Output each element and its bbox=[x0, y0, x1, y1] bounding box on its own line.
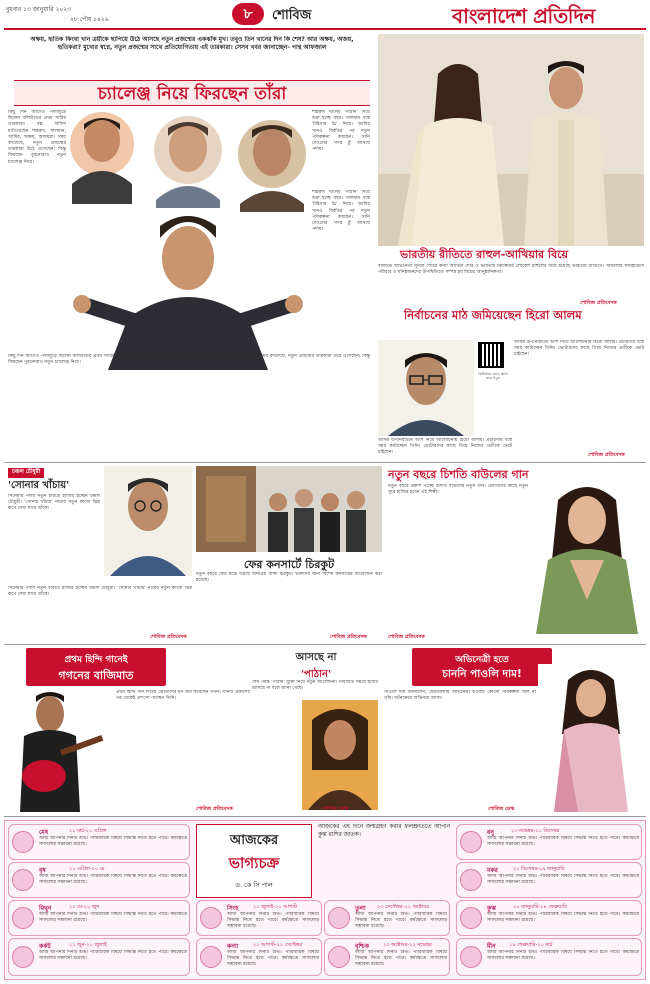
chirkut-headline: ফের কনসার্টে চিরকুট bbox=[243, 558, 335, 571]
chirkut-band-photo bbox=[196, 466, 382, 552]
gagan-byline: শোবিজ প্রতিবেদক bbox=[196, 806, 233, 812]
zodiac-aries bbox=[8, 824, 190, 860]
capricorn-icon bbox=[460, 869, 482, 891]
challenge-body-lower bbox=[8, 354, 370, 386]
leo-name: সিংহ bbox=[227, 905, 239, 912]
issue-date: বুধবার ১৩ জানুয়ারি ২০২৩ bbox=[6, 6, 72, 13]
wedding-photo bbox=[378, 34, 644, 246]
libra-dates: ২৩ সেপ্টেম্বর-২২ অক্টোবর bbox=[377, 904, 429, 910]
libra-text: আজ আপনার দিনটি শুভ। পারিবারিক বিষয়ে সিদ্ধান্ত নিতে হতে পারে। কর্মক্ষেত্রে সাফল্যের সম্ভাবনা রয়েছে। bbox=[355, 912, 447, 930]
horoscope-intro: আজকের এই দিনে জন্মগ্রহণ করার ফলশ্রুতিতে আপনি কুম্ভ রাশির জাতক। bbox=[318, 824, 450, 838]
challenge-headline: চ্যালেঞ্জ নিয়ে ফিরছেন তাঁরা bbox=[97, 84, 287, 104]
scorpio-icon bbox=[328, 946, 350, 968]
pisces-text: আজ আপনার দিনটি শুভ। পারিবারিক বিষয়ে সিদ্ধান্ত নিতে হতে পারে। কর্মক্ষেত্রে সাফল্যের সম্ভাবনা রয়েছে। bbox=[487, 950, 639, 962]
wedding-body: বলিউড অভিনেতা সুনীল শেঠির কন্যা আথিয়া শেঠি ও ভারতীয় ক্রিকেটার লোকেশ রাহুলের বিয়ে হয়েছে ভারতীয় রীতিতে। খান্ডালার ফার্মহাউসে পরিবার ও ঘনিষ্ঠজনদের উপস্থিতিতে সম্পন্ন হয় বিয়ের আনুষ্ঠানিকতা। bbox=[378, 264, 644, 276]
capricorn-text: আজ আপনার দিনটি শুভ। পারিবারিক বিষয়ে সিদ্ধান্ত নিতে হতে পারে। কর্মক্ষেত্রে সাফল্যের সম্ভাবনা রয়েছে। bbox=[487, 874, 639, 886]
paoli-byline: শোবিজ ডেস্ক bbox=[488, 806, 515, 812]
challenge-body-col2: শাহরুখ খানের 'পাঠান' দিয়ে শুরু হচ্ছে বছর। সালমান ব্যস্ত 'টাইগার থ্রি' নিয়ে। আমির খানও বিরতির পর নতুন পরিকল্পনা করছেন। সানি দেওলের 'গদর টু' আসছে পর্দায়। bbox=[312, 110, 370, 153]
paoli-dam-photo bbox=[538, 664, 644, 812]
horoscope-title-line1: আজকের bbox=[229, 833, 279, 848]
zodiac-scorpio bbox=[324, 938, 450, 976]
scorpio-text: আজ আপনার দিনটি শুভ। পারিবারিক বিষয়ে সিদ্ধান্ত নিতে হতে পারে। কর্মক্ষেত্রে সাফল্যের সম্ভাবনা রয়েছে। bbox=[355, 950, 447, 968]
newspaper-masthead: বাংলাদেশ প্রতিদিন bbox=[452, 4, 595, 28]
gagan-body: প্রথম হিন্দি গান দিয়েই শ্রোতাদের মন জয় করেছেন গগন। গানটি প্রকাশের পর থেকেই প্রশংসা পাচ্ছেন তিনি। bbox=[116, 690, 250, 702]
paoli-headline-line2: চাননি পাওলি দাম! bbox=[442, 668, 522, 680]
horoscope-title-line2: ভাগ্যচক্র bbox=[228, 854, 280, 872]
chanchal-body-lower-text: সিনেমার পর্দায় নতুন চরিত্রে হাজির হচ্ছেন চঞ্চল চৌধুরী। 'সোনার খাঁচায়' নামের নতুন কাজে ভিন্ন রূপে দেখা যাবে তাঁকে। bbox=[8, 586, 192, 598]
issue-bangla-date: ২৮ পৌষ ১৪২৯ bbox=[70, 16, 109, 23]
header-divider bbox=[4, 28, 646, 30]
capricorn-dates: ২১ ডিসেম্বর-১৯ জানুয়ারি bbox=[513, 866, 565, 872]
hero-headline-text: নির্বাচনের মাঠ জমিয়েছেন হিরো আলম bbox=[404, 308, 582, 322]
baul-body: নতুন বছরে প্রকাশ পাচ্ছে চিশতি বাউলের নতুন গান। শ্রোতাদের কাছে নতুন সুরে হাজির হবেন এই শিল্পী। bbox=[388, 484, 528, 496]
pisces-dates: ১৯ ফেব্রুয়ারি-২০ মার্চ bbox=[509, 942, 553, 948]
challenge-body-lower-text: কিছু দিন আগেও পর্দাজুড়ে ছিলেন বলিউডের প্রথম সারির তারকারা। বক্স অফিস মাতিয়েছেন শাহরুখ, সালমান, আমির, অক্ষয়, অজয়রা। সময় বদলেছে, নতুন প্রজন্মের তারকারা উঠে এসেছেন। কিন্তু ফিরছেন পুরনোরাও নতুন চ্যালেঞ্জ নিয়ে। bbox=[8, 354, 370, 366]
sagittarius-name: ধনু bbox=[487, 829, 494, 836]
aquarius-text: আজ আপনার দিনটি শুভ। পারিবারিক বিষয়ে সিদ্ধান্ত নিতে হতে পারে। কর্মক্ষেত্রে সাফল্যের সম্ভাবনা রয়েছে। bbox=[487, 912, 639, 924]
gemini-icon bbox=[12, 907, 34, 929]
chanchal-headline: 'সোনার খাঁচায়' bbox=[8, 480, 70, 491]
challenge-body-right-text: শাহরুখ খানের 'পাঠান' দিয়ে শুরু হচ্ছে বছর। সালমান ব্যস্ত 'টাইগার থ্রি' নিয়ে। আমির খানও বিরতির পর নতুন পরিকল্পনা করছেন। সানি দেওলের 'গদর টু' আসছে পর্দায়। bbox=[312, 190, 370, 233]
zodiac-sagittarius bbox=[456, 824, 642, 860]
gagan-headline-banner bbox=[26, 648, 166, 686]
hero-body: আসন্ন উপনির্বাচনে অংশ নিয়ে আলোচনায় হিরো আলম। প্রচারণায় ব্যস্ত সময় কাটাচ্ছেন তিনি। ভোটারদের কাছে গিয়ে নিজের প্রতীকে ভোট চাইছেন। bbox=[514, 340, 644, 358]
pathaan-byline: শোবিজ ডেস্ক bbox=[322, 806, 349, 812]
baul-headline: নতুন বছরে চিশতি বাউলের গান bbox=[388, 468, 529, 481]
pisces-name: মীন bbox=[487, 943, 496, 950]
baul-byline: শোবিজ প্রতিবেদক bbox=[388, 634, 425, 640]
wedding-byline: শোবিজ প্রতিবেদক bbox=[580, 300, 617, 306]
pathaan-headline-line2: 'পাঠান' bbox=[300, 669, 332, 680]
zodiac-capricorn bbox=[456, 862, 642, 898]
leo-text: আজ আপনার দিনটি শুভ। পারিবারিক বিষয়ে সিদ্ধান্ত নিতে হতে পারে। কর্মক্ষেত্রে সাফল্যের সম্ভাবনা রয়েছে। bbox=[227, 912, 319, 930]
section-divider-1 bbox=[4, 462, 646, 463]
taurus-dates: ২১ এপ্রিল-২০ মে bbox=[69, 866, 105, 872]
zodiac-libra bbox=[324, 900, 450, 936]
gagan-guitar-photo bbox=[4, 690, 114, 812]
scorpio-name: বৃশ্চিক bbox=[355, 943, 370, 950]
chanchal-byline: শোবিজ প্রতিবেদক bbox=[150, 634, 187, 640]
cancer-text: আজ আপনার দিনটি শুভ। পারিবারিক বিষয়ে সিদ্ধান্ত নিতে হতে পারে। কর্মক্ষেত্রে সাফল্যের সম্ভাবনা রয়েছে। bbox=[39, 950, 187, 962]
chirkut-byline: শোবিজ প্রতিবেদক bbox=[330, 634, 367, 640]
bollywood-stars-collage bbox=[68, 108, 308, 370]
hero-headline bbox=[404, 308, 642, 322]
section-title: শোবিজ bbox=[272, 8, 312, 23]
page-number-badge: ৮ bbox=[232, 3, 264, 25]
sagittarius-text: আজ আপনার দিনটি শুভ। পারিবারিক বিষয়ে সিদ্ধান্ত নিতে হতে পারে। কর্মক্ষেত্রে সাফল্যের সম্ভাবনা রয়েছে। bbox=[487, 836, 639, 848]
zodiac-virgo bbox=[196, 938, 322, 976]
hero-alom-photo bbox=[378, 340, 474, 436]
aquarius-name: কুম্ভ bbox=[487, 905, 496, 912]
capricorn-name: মকর bbox=[487, 867, 498, 874]
pathaan-headline bbox=[256, 650, 376, 684]
cancer-dates: ২১ জুন-২০ জুলাই bbox=[69, 942, 107, 948]
taurus-text: আজ আপনার দিনটি শুভ। পারিবারিক বিষয়ে সিদ্ধান্ত নিতে হতে পারে। কর্মক্ষেত্রে সাফল্যের সম্ভাবনা রয়েছে। bbox=[39, 874, 187, 886]
taurus-name: বৃষ bbox=[39, 867, 46, 874]
zodiac-leo bbox=[196, 900, 322, 936]
sunny-deol-photo bbox=[238, 120, 306, 212]
zodiac-taurus bbox=[8, 862, 190, 898]
wedding-headline: ভারতীয় রীতিতে রাহুল-আথিয়ার বিয়ে bbox=[400, 248, 569, 261]
taurus-icon bbox=[12, 869, 34, 891]
aries-icon bbox=[12, 831, 34, 853]
challenge-headline-banner bbox=[14, 80, 370, 106]
horoscope-author: ড. কে সি পাল bbox=[235, 881, 273, 889]
chanchal-chowdhury-photo bbox=[104, 466, 192, 576]
pathaan-headline-line1: আসছে না bbox=[295, 652, 337, 663]
gemini-dates: ২১ মে-২০ জুন bbox=[69, 904, 100, 910]
hero-qr-caption: কিউআর কোড স্ক্যান করে পড়ুন bbox=[478, 372, 508, 381]
salman-khan-photo bbox=[70, 112, 134, 204]
chishti-baul-photo bbox=[530, 480, 644, 634]
paoli-headline-line1: অভিনেত্রী হতে bbox=[455, 655, 509, 665]
gagan-headline-line1: প্রথম হিন্দি গানেই bbox=[64, 655, 128, 665]
paoli-headline-banner bbox=[412, 648, 552, 686]
sagittarius-dates: ২৩ নভেম্বর-২০ ডিসেম্বর bbox=[511, 828, 560, 834]
challenge-body-col1: কিছু দিন আগেও পর্দাজুড়ে ছিলেন বলিউডের প্রথম সারির তারকারা। বক্স অফিস মাতিয়েছেন শাহরুখ, সালমান, আমির, অক্ষয়, অজয়রা। সময় বদলেছে, নতুন প্রজন্মের তারকারা উঠে এসেছেন। কিন্তু ফিরছেন পুরনোরাও নতুন চ্যালেঞ্জ নিয়ে। bbox=[8, 110, 66, 165]
zodiac-gemini bbox=[8, 900, 190, 936]
pisces-icon bbox=[460, 946, 482, 968]
hero-byline: শোবিজ প্রতিবেদক bbox=[588, 452, 625, 458]
horoscope-title-block bbox=[196, 824, 312, 898]
gagan-headline-line2: গগনের বাজিমাত bbox=[58, 669, 134, 682]
virgo-icon bbox=[200, 946, 222, 968]
chirkut-body: নতুন বছরে ফের মঞ্চে উঠছে জনপ্রিয় ব্যান্ড চিরকুট। ভক্তদের জন্য বিশেষ কনসার্টের আয়োজন করা হয়েছে। bbox=[196, 572, 382, 584]
virgo-dates: ২১ আগস্ট-২২ সেপ্টেম্বর bbox=[253, 942, 303, 948]
section-divider-3 bbox=[4, 816, 646, 817]
virgo-text: আজ আপনার দিনটি শুভ। পারিবারিক বিষয়ে সিদ্ধান্ত নিতে হতে পারে। কর্মক্ষেত্রে সাফল্যের সম্ভাবনা রয়েছে। bbox=[227, 950, 319, 968]
aries-text: আজ আপনার দিনটি শুভ। পারিবারিক বিষয়ে সিদ্ধান্ত নিতে হতে পারে। কর্মক্ষেত্রে সাফল্যের সম্ভাবনা রয়েছে। bbox=[39, 836, 187, 848]
hero-body-lower-text: আসন্ন উপনির্বাচনে অংশ নিয়ে আলোচনায় হিরো আলম। প্রচারণায় ব্যস্ত সময় কাটাচ্ছেন তিনি। ভোটারদের কাছে গিয়ে নিজের প্রতীকে ভোট চাইছেন। bbox=[378, 438, 512, 454]
libra-name: তুলা bbox=[355, 905, 366, 912]
pathaan-poster bbox=[302, 700, 378, 810]
cancer-icon bbox=[12, 946, 34, 968]
hero-body-lower bbox=[378, 438, 512, 454]
challenge-intro: অক্ষয়, হৃতিক কিংবা খান ত্রয়ীকে ছাপিয়ে উঠে আসছে নতুন প্রজন্মের একঝাঁক মুখ। তবুও তিন খানের দিন কি শেষ? আর অক্ষয়, অজয়, হৃতিকরা? মুখোর স্বপ্নে, নতুন প্রজন্মের সাথে প্রতিযোগিতায় এই তারকারা। সেসব খবর জানাচ্ছেন- পান্থ আফজাল bbox=[30, 36, 354, 51]
zodiac-pisces bbox=[456, 938, 642, 976]
aquarius-dates: ২০ জানুয়ারি-১৮ ফেব্রুয়ারি bbox=[513, 904, 567, 910]
chanchal-kicker: চঞ্চল চৌধুরী bbox=[8, 468, 44, 478]
leo-dates: ২১ জুলাই-২০ আগস্ট bbox=[253, 904, 297, 910]
paoli-body: পাওলি দাম জানালেন, ছোটবেলায় অভিনেত্রী হওয়ার কোনো পরিকল্পনা ছিল না তাঁর। ঘটনাক্রমে অভিনয়ে আসা। bbox=[384, 690, 536, 702]
zodiac-cancer bbox=[8, 938, 190, 976]
sagittarius-icon bbox=[460, 831, 482, 853]
aries-name: মেষ bbox=[39, 829, 49, 836]
section-divider-2 bbox=[4, 644, 646, 645]
challenge-body-right bbox=[312, 190, 370, 350]
scorpio-dates: ২৩ অক্টোবর-২২ নভেম্বর bbox=[383, 942, 432, 948]
cancer-name: কর্কট bbox=[39, 943, 51, 950]
gemini-text: আজ আপনার দিনটি শুভ। পারিবারিক বিষয়ে সিদ্ধান্ত নিতে হতে পারে। কর্মক্ষেত্রে সাফল্যের সম্ভাবনা রয়েছে। bbox=[39, 912, 187, 924]
hero-qr-code[interactable] bbox=[478, 342, 504, 368]
gemini-name: মিথুন bbox=[39, 905, 52, 912]
libra-icon bbox=[328, 907, 350, 929]
leo-icon bbox=[200, 907, 222, 929]
zodiac-aquarius bbox=[456, 900, 642, 936]
pathaan-body: শেষ পর্যন্ত 'পাঠান' মুক্তি নিয়ে নতুন আলোচনা। নির্ধারিত সময়ে ছবিটি আসছে না বলে জানা গেছে। bbox=[252, 680, 378, 692]
virgo-name: কন্যা bbox=[227, 943, 239, 950]
chanchal-body-lower bbox=[8, 586, 192, 634]
aries-dates: ২১ মার্চ-২০ এপ্রিল bbox=[69, 828, 107, 834]
chanchal-body: সিনেমার পর্দায় নতুন চরিত্রে হাজির হচ্ছেন চঞ্চল চৌধুরী। 'সোনার খাঁচায়' নামের নতুন কাজে ভিন্ন রূপে দেখা যাবে তাঁকে। bbox=[8, 494, 100, 512]
aquarius-icon bbox=[460, 907, 482, 929]
aamir-khan-photo bbox=[154, 116, 222, 208]
